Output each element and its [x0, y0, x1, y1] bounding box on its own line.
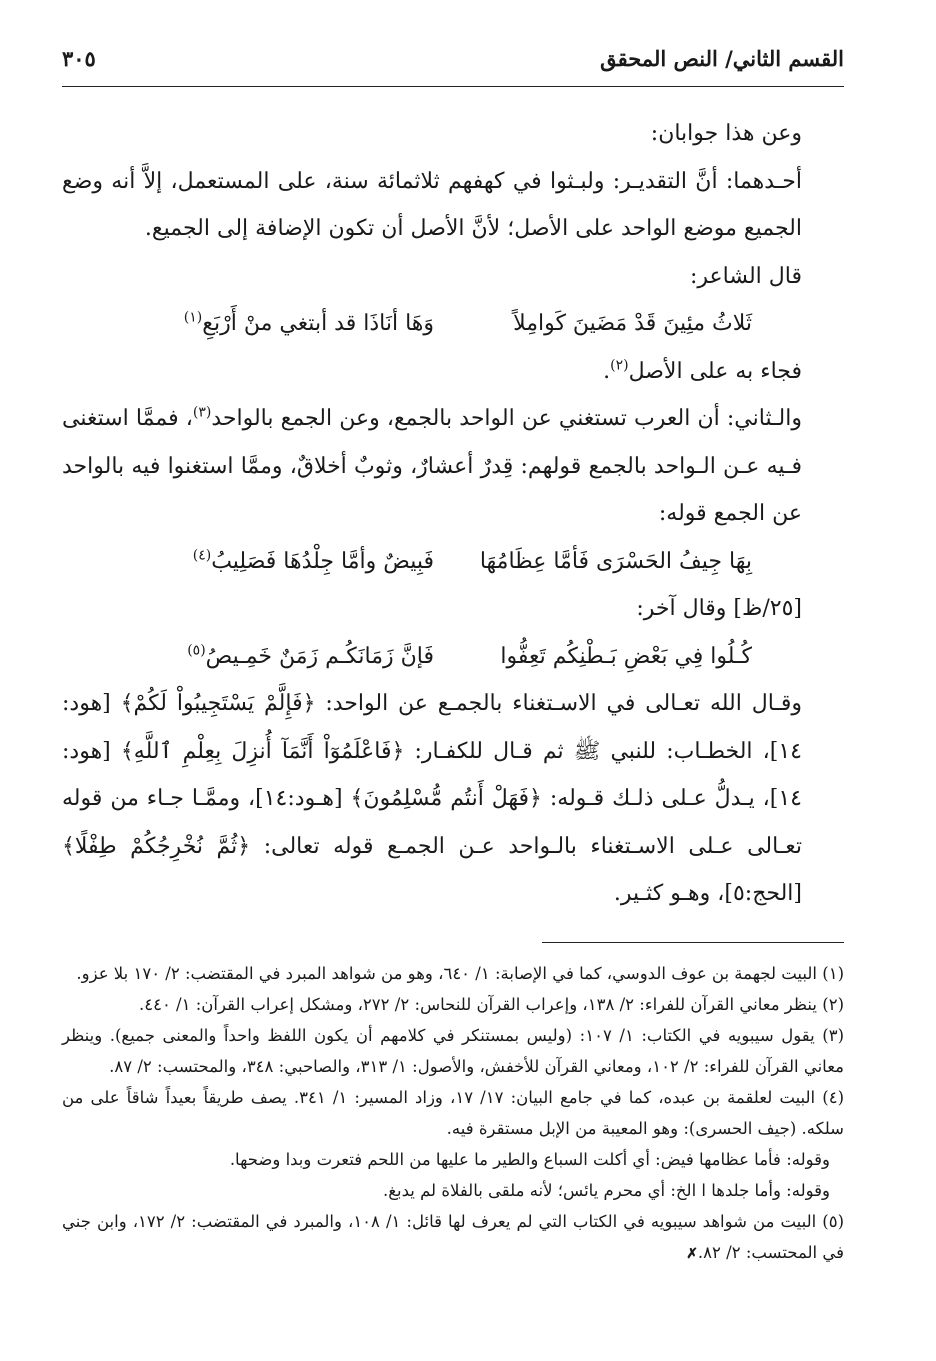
- footnote-ref-1: (١): [183, 309, 203, 326]
- paragraph-poet-intro: قال الشاعر:: [689, 263, 802, 289]
- verse-3-second-text: فَإنَّ زَمَانَكُـم زَمَنٌ خَمِـيصُ: [205, 643, 434, 669]
- paragraph-quran: وقـال الله تعـالى في الاسـتغناء بالجمـع عن الواحد: ﴿فَإِلَّمْ يَسْتَجِيبُواْ لَكُمْ﴾ [هود: ١٤]، الخطـاب: للنبي ﷺ ثم قـال للكفـار: ﴿فَاعْلَمُوٓاْ أَنَّمَآ أُنزِلَ بِعِلْمِ ٱللَّهِ﴾ [هود: ١٤]، يـدلُّ عـلى ذلـك قـوله: ﴿فَهَلْ أَنتُم مُّسْلِمُونَ﴾ [هـود:١٤]، وممَّـا جـاء من قوله تعـالى عـلى الاسـتغناء بالـواحد عـن الجمـع قوله تعالى: ﴿ثُمَّ نُخْرِجُكُمْ طِفْلًا﴾ [الحج:٥]، وهـو كثـير.: [62, 691, 802, 906]
- footnote-2: (٢) ينظر معاني القرآن للفراء: ٢/ ١٣٨، وإعراب القرآن للنحاس: ٢/ ٢٧٢، ومشكل إعراب القرآن: ١/ ٤٤٠.: [138, 995, 844, 1014]
- main-text: [62, 110, 844, 918]
- verse-2-second-text: فَبِيضٌ وأمَّا جِلْدُهَا فَصَلِيبُ: [211, 548, 434, 574]
- header-rule: [62, 86, 844, 87]
- verse-3-first-hemistich: كُـلُوا فِي بَعْضِ بَـطْنِكُم تَعِفُّوا: [500, 643, 752, 669]
- margin-mark-icon: ✗: [686, 1246, 698, 1262]
- footnote-ref-3: (٣): [192, 404, 212, 421]
- footnote-3: (٣) يقول سيبويه في الكتاب: ١/ ١٠٧: (وليس بمستنكر في كلامهم أن يكون اللفظ واحداً والمعنى جميع). وينظر معاني القرآن للفراء: ٢/ ١٠٢، ومعاني القرآن للأخفش، والأصول: ١/ ٣١٣، والصاحبي: ٣٤٨، والمحتسب: ٢/ ٨٧.: [62, 1026, 844, 1076]
- footnote-5-text: (٥) البيت من شواهد سيبويه في الكتاب التي لم يعرف لها قائل: ١/ ١٠٨، والمبرد في المقتضب: ٢/ ١٧٢، وابن جني في المحتسب: ٢/ ٨٢.: [62, 1212, 845, 1262]
- paragraph-first-answer: أحـدهما: أنَّ التقديـر: ولبـثوا في كهفهم ثلاثمائة سنة، على المستعمل، إلاَّ أنه وضع الجميع موضع الواحد على الأصل؛ لأنَّ الأصل أن تكون الإضافة إلى الجميع.: [62, 168, 802, 241]
- footnote-rule: [542, 942, 844, 943]
- paragraph-another-poet: [٢٥/ظ] وقال آخر:: [636, 596, 802, 621]
- footnote-ref-5: (٥): [187, 642, 206, 659]
- paragraph-second-start: والـثاني: أن العرب تستغني عن الواحد بالجمع، وعن الجمع بالواحد: [211, 406, 802, 431]
- verse-2-second-hemistich: [116, 538, 434, 586]
- verse-1-first-hemistich: ثَلاثُ مئِينَ قَدْ مَضَينَ كَوامِلاً: [513, 311, 752, 336]
- footnote-5: [62, 1206, 844, 1270]
- verse-2-first-hemistich: بِهَا جِيفُ الحَسْرَى فَأمَّا عِظَامُهَا: [479, 548, 752, 574]
- footnote-4-note-a: وقوله: فأما عظامها فيض: أي أكلت السباع والطير ما عليها من اللحم فتعرت وبدا وضحها.: [229, 1150, 830, 1169]
- verse-3: [62, 633, 844, 681]
- footnote-4: (٤) البيت لعلقمة بن عبده، كما في جامع البيان: ١٧/ ١٧، وزاد المسير: ١/ ٣٤١. يصف طريقاً بعيداً شاقاً على من سلكه. (جيف الحسرى): وهو المعيبة من الإبل مستقرة فيه.: [62, 1088, 844, 1138]
- running-title: القسم الثاني/ النص المحقق: [600, 46, 844, 71]
- footnote-4-note-b: وقوله: وأما جلدها ا الخ: أي محرم يائس؛ لأنه ملقى بالفلاة لم يدبغ.: [382, 1181, 830, 1200]
- verse-1-second-hemistich: [116, 300, 434, 348]
- verse-1-second-text: وَهَا أنَاذَا قد أبتغي منْ أَرْبَعِ: [202, 311, 434, 336]
- paragraph-origin-text: فجاء به على الأصل: [628, 358, 802, 384]
- paragraph-origin: [62, 348, 844, 396]
- footnote-ref-4: (٤): [192, 547, 212, 564]
- page-header: [62, 40, 844, 84]
- footnotes: [62, 958, 844, 1270]
- paragraph-second-answer: [62, 395, 844, 538]
- paragraph-second-end: ، فممَّا استغنى فـيه عـن الـواحد بالجمع قولهم: قِدرٌ أعشارٌ، وثوبٌ أخلاقٌ، وممَّا استغنوا فيه بالواحد عن الجمع قوله:: [62, 406, 802, 526]
- footnote-1: (١) البيت لجهمة بن عوف الدوسي، كما في الإصابة: ١/ ٦٤٠، وهو من شواهد المبرد في المقتضب: ٢/ ١٧٠ بلا عزو.: [76, 964, 844, 983]
- verse-2: [62, 538, 844, 586]
- verse-1: [62, 300, 844, 348]
- paragraph-intro: وعن هذا جوابان:: [650, 121, 802, 146]
- footnote-ref-2: (٢): [610, 357, 629, 374]
- paragraph-origin-end: .: [603, 358, 611, 384]
- page-number: ٣٠٥: [62, 46, 96, 71]
- verse-3-second-hemistich: [116, 633, 434, 681]
